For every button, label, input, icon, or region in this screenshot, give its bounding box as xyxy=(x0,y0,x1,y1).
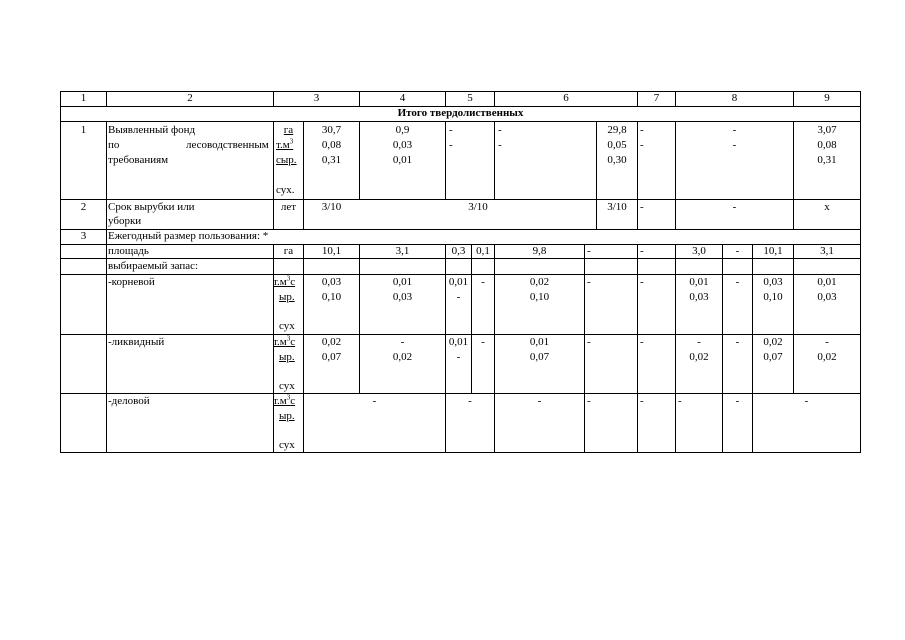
value-cell: 0,08 xyxy=(817,139,837,151)
grid-line xyxy=(60,199,861,200)
dash-cell: - xyxy=(825,336,829,348)
row-label: по xyxy=(108,139,120,151)
dash-cell: - xyxy=(456,291,461,303)
row-label: Срок вырубки или xyxy=(108,201,195,213)
grid-line xyxy=(637,121,638,229)
value-cell: 0,03 xyxy=(817,291,837,303)
dash-cell: - xyxy=(640,201,644,213)
dash-cell: - xyxy=(735,245,740,257)
dash-cell: - xyxy=(697,336,701,348)
value-cell: 0,07 xyxy=(763,351,783,363)
value-cell: 0,07 xyxy=(321,351,342,363)
dash-cell: - xyxy=(678,395,682,407)
dash-cell: - xyxy=(640,139,644,151)
value-cell: 0,31 xyxy=(817,154,837,166)
row-label: лесоводственным xyxy=(186,139,269,151)
dash-cell: - xyxy=(587,276,591,288)
dash-cell: - xyxy=(449,139,453,151)
grid-line xyxy=(60,452,861,453)
dash-cell: - xyxy=(481,336,485,348)
row-label: уборки xyxy=(108,215,142,227)
value-cell: 30,7 xyxy=(321,124,342,136)
value-cell: 29,8 xyxy=(607,124,627,136)
unit-label: $т.м^3$ xyxy=(276,137,294,151)
unit-label: сух xyxy=(279,320,295,332)
value-cell: 0,10 xyxy=(321,291,342,303)
value-cell: 3/10 xyxy=(607,201,627,213)
unit-label: ыр. xyxy=(279,351,295,363)
grid-line xyxy=(60,121,861,122)
dash-cell: - xyxy=(640,124,644,136)
row-number: 1 xyxy=(80,124,87,136)
value-cell: 0,01 xyxy=(529,336,550,348)
dash-cell: - xyxy=(640,276,644,288)
grid-line xyxy=(637,244,638,453)
grid-line xyxy=(860,91,861,453)
value-cell: 0,9 xyxy=(395,124,410,136)
value-cell: 9,8 xyxy=(532,245,547,257)
row-label: требованиям xyxy=(108,154,169,166)
value-cell: 0,30 xyxy=(607,154,627,166)
row-label: Выявленный фонд xyxy=(108,124,196,136)
dash-cell: - xyxy=(732,201,737,213)
grid-line xyxy=(359,244,360,393)
section-title: Итого твердолиственных xyxy=(397,107,524,119)
dash-cell: - xyxy=(804,395,809,407)
dash-cell: - xyxy=(587,336,591,348)
dash-cell: - xyxy=(735,336,740,348)
row-label: -деловой xyxy=(108,395,150,407)
col-number-1: 1 xyxy=(80,92,87,104)
dash-cell: - xyxy=(498,139,502,151)
grid-line xyxy=(494,121,495,199)
grid-line xyxy=(445,121,446,199)
row-title: Ежегодный размер пользования: * xyxy=(108,230,269,242)
unit-label: сух xyxy=(279,439,295,451)
dash-cell: - xyxy=(372,395,377,407)
unit-label: сыр. xyxy=(276,154,297,166)
col-number-8: 8 xyxy=(731,92,738,104)
row-label: выбираемый запас: xyxy=(108,260,199,272)
dash-cell: - xyxy=(732,139,737,151)
dash-cell: - xyxy=(456,351,461,363)
unit-label: лет xyxy=(280,201,297,213)
value-cell: 3/10 xyxy=(468,201,488,213)
dash-cell: - xyxy=(498,124,502,136)
value-cell: 3,1 xyxy=(820,245,834,257)
value-cell: 0,07 xyxy=(529,351,550,363)
value-cell: 0,02 xyxy=(817,351,837,363)
dash-cell: - xyxy=(735,395,740,407)
value-cell: 0,03 xyxy=(321,276,342,288)
dash-cell: - xyxy=(732,124,737,136)
unit-label: га xyxy=(283,245,294,257)
row-label: -ликвидный xyxy=(108,336,165,348)
col-number-3: 3 xyxy=(313,92,320,104)
value-cell: 0,01 xyxy=(392,154,413,166)
dash-cell: - xyxy=(400,336,405,348)
value-cell: 0,02 xyxy=(689,351,709,363)
value-cell: 3/10 xyxy=(321,201,342,213)
value-cell: 0,02 xyxy=(392,351,413,363)
dash-cell: - xyxy=(537,395,542,407)
value-cell: 0,01 xyxy=(448,336,469,348)
dash-cell: - xyxy=(587,395,591,407)
value-cell: 0,3 xyxy=(451,245,466,257)
unit-label: сух xyxy=(279,380,295,392)
dash-cell: - xyxy=(640,245,644,257)
dash-cell: - xyxy=(587,245,591,257)
dash-cell: - xyxy=(640,395,644,407)
unit-label: $т.м^3с$ xyxy=(273,393,296,407)
value-cell: 0,01 xyxy=(689,276,709,288)
value-cell: 3,1 xyxy=(395,245,410,257)
dash-cell: - xyxy=(468,395,472,407)
col-number-7: 7 xyxy=(653,92,660,104)
value-cell: 0,02 xyxy=(321,336,342,348)
col-number-6: 6 xyxy=(563,92,569,104)
grid-line xyxy=(60,393,861,394)
value-cell: 10,1 xyxy=(321,245,342,257)
row-number: 2 xyxy=(80,201,87,213)
value-cell: х xyxy=(824,201,830,213)
dash-cell: - xyxy=(481,276,485,288)
value-cell: 0,1 xyxy=(476,245,490,257)
value-cell: 0,03 xyxy=(392,139,413,151)
grid-line xyxy=(584,244,585,453)
grid-line xyxy=(60,334,861,335)
value-cell: 0,01 xyxy=(448,276,469,288)
grid-line xyxy=(793,244,794,393)
dash-cell: - xyxy=(449,124,453,136)
value-cell: 0,03 xyxy=(763,276,783,288)
value-cell: 0,03 xyxy=(689,291,709,303)
forest-use-table xyxy=(60,91,861,453)
value-cell: 0,10 xyxy=(529,291,550,303)
value-cell: 3,0 xyxy=(692,245,706,257)
row-number: 3 xyxy=(80,230,87,242)
value-cell: 0,10 xyxy=(763,291,783,303)
value-cell: 0,02 xyxy=(763,336,783,348)
unit-label: $т.м^3с$ xyxy=(273,274,296,288)
grid-line xyxy=(60,258,861,259)
col-number-9: 9 xyxy=(824,92,830,104)
col-number-4: 4 xyxy=(399,92,406,104)
value-cell: 0,08 xyxy=(321,139,342,151)
value-cell: 0,03 xyxy=(392,291,413,303)
value-cell: 10,1 xyxy=(763,245,783,257)
dash-cell: - xyxy=(735,276,740,288)
grid-line xyxy=(60,91,61,453)
value-cell: 0,05 xyxy=(607,139,627,151)
value-cell: 3,07 xyxy=(817,124,837,136)
grid-line xyxy=(60,274,861,275)
col-number-2: 2 xyxy=(187,92,193,104)
unit-label: га xyxy=(283,124,294,136)
grid-line xyxy=(106,121,107,453)
row-label: площадь xyxy=(108,245,149,257)
unit-label: сух. xyxy=(276,184,295,196)
unit-label: ыр. xyxy=(279,291,295,303)
grid-line xyxy=(471,244,472,393)
value-cell: 0,31 xyxy=(321,154,342,166)
value-cell: 0,01 xyxy=(817,276,837,288)
col-number-5: 5 xyxy=(467,92,473,104)
value-cell: 0,01 xyxy=(392,276,413,288)
unit-label: ыр. xyxy=(279,410,295,422)
value-cell: 0,02 xyxy=(529,276,550,288)
dash-cell: - xyxy=(640,336,644,348)
row-label: -корневой xyxy=(108,276,155,288)
unit-label: $т.м^3с$ xyxy=(273,334,296,348)
